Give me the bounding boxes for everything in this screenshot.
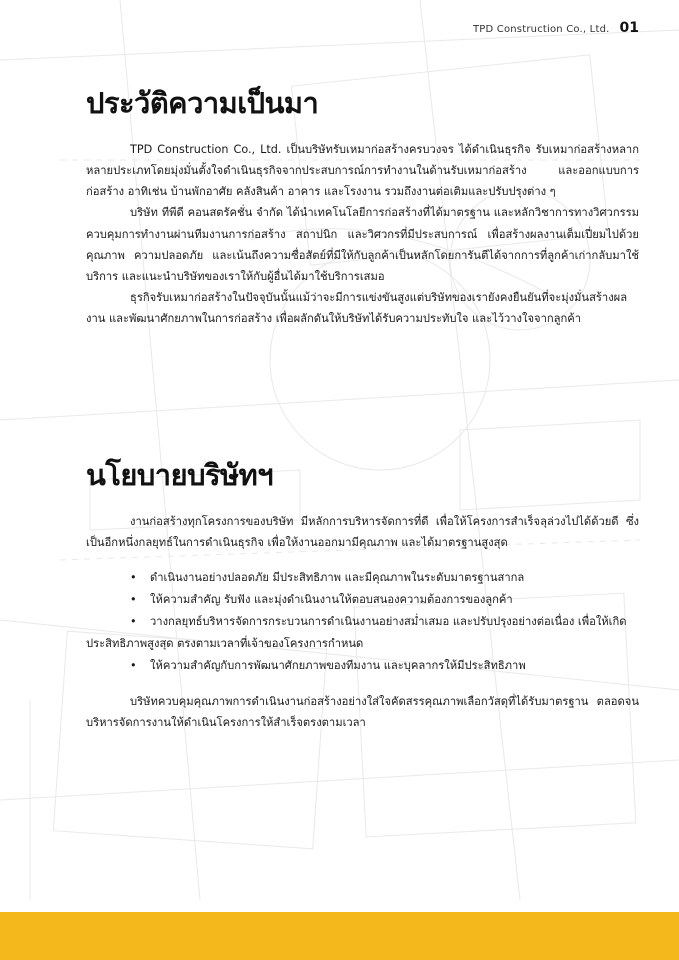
policy-intro: งานก่อสร้างทุกโครงการของบริษัท มีหลักการบริหารจัดการที่ดี เพื่อให้โครงการสำเร็จลุล่วงไปได้ด้วยดี ซึ่งเป็นอีกหนึ่งกลยุทธ์ในการดำเนินธุรกิจ เพื่อให้งานออกมามีคุณภาพ และได้มาตรฐานสูงสุด [86, 514, 639, 549]
policy-bullet-text: ให้ความสำคัญ รับฟัง และมุ่งดำเนินงานให้ตอบสนองความต้องการของลูกค้า [150, 593, 513, 607]
policy-bullet [86, 589, 639, 611]
bullet-icon: • [130, 659, 137, 673]
policy-bullet [86, 567, 639, 589]
policy-title: นโยบายบริษัทฯ [86, 458, 274, 492]
policy-bullet [86, 655, 639, 677]
policy-bullet [86, 611, 639, 655]
policy-bullet-text: วางกลยุทธ์บริหารจัดการกระบวนการดำเนินงานอย่างสม่ำเสมอ และปรับปรุงอย่างต่อเนื่อง เพื่อให้เกิดประสิทธิภาพสูงสุด ตรงตามเวลาที่เจ้าของโครงการกำหนด [86, 615, 627, 651]
bullet-icon: • [130, 615, 137, 629]
history-paragraph: TPD Construction Co., Ltd. เป็นบริษัทรับเหมาก่อสร้างครบวงจร ได้ดำเนินธุรกิจ รับเหมาก่อสร้างหลากหลายประเภทโดยมุ่งมั่นตั้งใจดำเนินธุรกิจจากประสบการณ์การทำงานในด้านรับเหมาก่อสร้าง และออกแบบการก่อสร้าง อาทิเช่น บ้านพักอาศัย คลังสินค้า อาคาร และโรงงาน รวมถึงงานต่อเติมและปรับปรุงต่าง ๆ [86, 142, 639, 199]
header-company-name: TPD Construction Co., Ltd. [472, 24, 610, 35]
policy-section [86, 458, 639, 734]
policy-bullet-text: ดำเนินงานอย่างปลอดภัย มีประสิทธิภาพ และมีคุณภาพในระดับมาตรฐานสากล [150, 571, 525, 585]
bullet-icon: • [130, 593, 137, 607]
footer-accent-bar [0, 912, 679, 960]
policy-bullet-list [86, 567, 639, 677]
history-paragraph: ธุรกิจรับเหมาก่อสร้างในปัจจุบันนั้นแม้ว่าจะมีการแข่งขันสูงแต่บริษัทของเรายังคงยืนยันที่จะมุ่งมั่นสร้างผลงาน และพัฒนาศักยภาพในการก่อสร้าง เพื่อผลักดันให้บริษัทได้รับความประทับใจ และไว้วางใจจากลูกค้า [86, 291, 628, 326]
bullet-icon: • [130, 571, 137, 585]
history-title: ประวัติความเป็นมา [86, 86, 319, 120]
page-number: 01 [619, 20, 639, 36]
policy-closing: บริษัทควบคุมคุณภาพการดำเนินงานก่อสร้างอย่างใส่ใจคัดสรรคุณภาพเลือกวัสดุที่ได้รับมาตรฐาน ตลอดจนบริหารจัดการงานให้ดำเนินโครงการให้สำเร็จตรงตามเวลา [86, 695, 639, 730]
history-paragraph: บริษัท ทีพีดี คอนสตรัคชั่น จำกัด ได้นำเทคโนโลยีการก่อสร้างที่ได้มาตรฐาน และหลักวิชาการทางวิศวกรรมควบคุมการทำงานผ่านทีมงานการก่อสร้าง สถาปนิก และวิศวกรที่มีประสบการณ์ เพื่อสร้างผลงานเต็มเปี่ยมไปด้วยคุณภาพ ความปลอดภัย และเน้นถึงความซื่อสัตย์ที่มีให้กับลูกค้าเป็นหลักโดยการันตีได้จากการที่ลูกค้าเก่ากลับมาใช้บริการ และแนะนำบริษัทของเราให้กับผู้อื่นได้มาใช้บริการเสมอ [86, 206, 639, 284]
history-section [86, 86, 639, 330]
page-header [473, 20, 639, 36]
policy-bullet-text: ให้ความสำคัญกับการพัฒนาศักยภาพของทีมงาน และบุคลากรให้มีประสิทธิภาพ [150, 659, 526, 673]
